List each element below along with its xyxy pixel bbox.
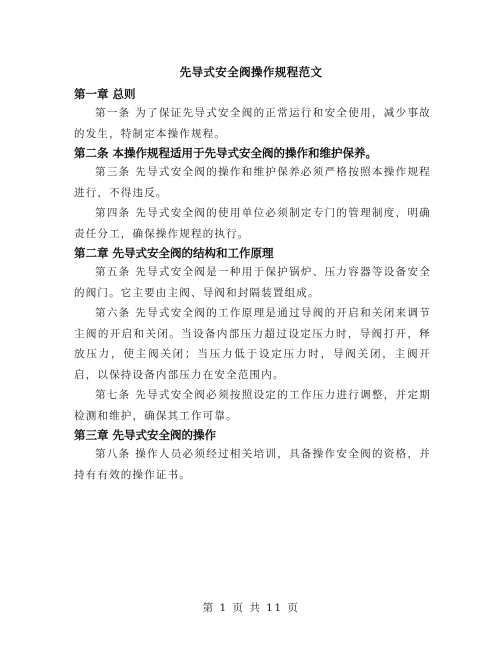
article-paragraph: 第五条 先导式安全阀是一种用于保护锅炉、压力容器等设备安全的阀门。它主要由主阀、导阀和封隔装置组成。: [74, 266, 431, 299]
page-footer: 第 1 页 共 11 页: [202, 602, 300, 614]
article-heading: 第二条 本操作规程适用于先导式安全阀的操作和维护保养。: [74, 146, 378, 160]
article-paragraph: 第一条 为了保证先导式安全阀的正常运行和安全使用，减少事故的发生，特制定本操作规程。: [74, 107, 431, 140]
document-body: [74, 85, 431, 485]
article-paragraph: 第四条 先导式安全阀的使用单位必须制定专门的管理制度，明确责任分工，确保操作规程的执行。: [74, 207, 431, 240]
chapter-heading: 第一章 总则: [74, 87, 136, 101]
chapter-heading: 第二章 先导式安全阀的结构和工作原理: [74, 246, 274, 260]
article-paragraph: 第七条 先导式安全阀必须按照设定的工作压力进行调整，并定期检测和维护，确保其工作可靠。: [74, 389, 431, 422]
article-paragraph: 第三条 先导式安全阀的操作和维护保养必须严格按照本操作规程进行，不得违反。: [74, 166, 431, 199]
article-paragraph: 第八条 操作人员必须经过相关培训，具备操作安全阀的资格，并持有有效的操作证书。: [74, 448, 431, 481]
article-paragraph: 第六条 先导式安全阀的工作原理是通过导阀的开启和关闭来调节主阀的开启和关闭。当设备内部压力超过设定压力时，导阀打开，释放压力，使主阀关闭；当压力低于设定压力时，导阀关闭，主阀开启，以保持设备内部压力在安全范围内。: [74, 307, 431, 381]
document-title: 先导式安全阀操作规程范文: [179, 65, 323, 79]
chapter-heading: 第三章 先导式安全阀的操作: [74, 428, 217, 442]
